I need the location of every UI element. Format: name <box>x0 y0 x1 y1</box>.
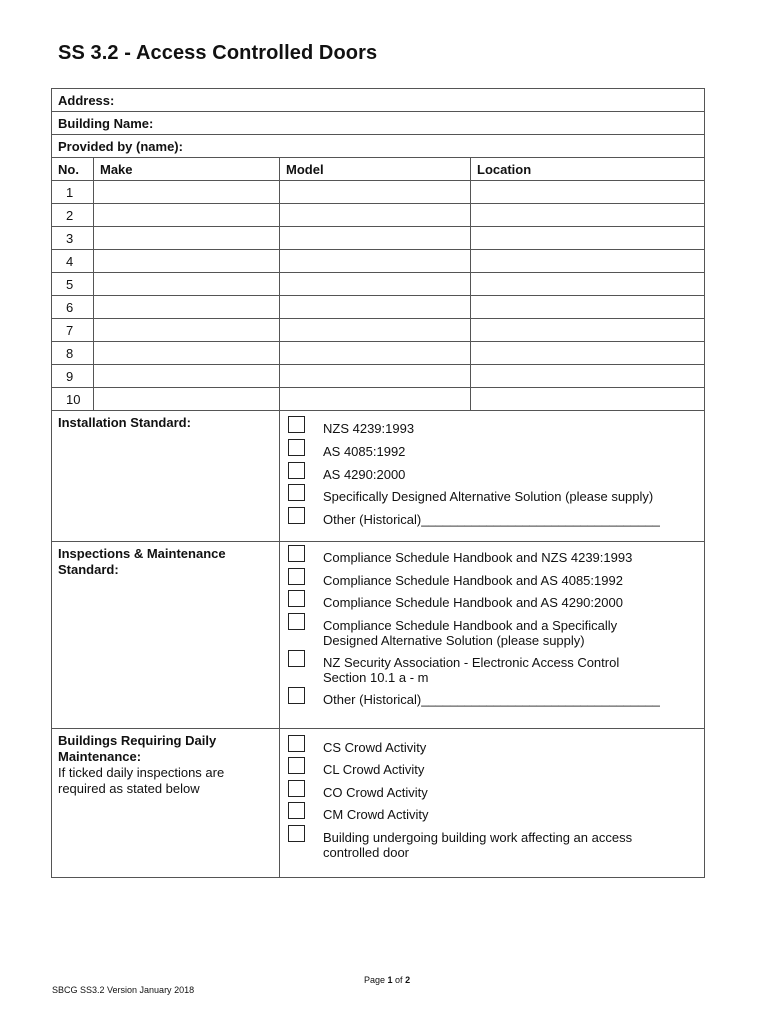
header-no: No. <box>52 158 94 181</box>
table-row <box>52 296 705 319</box>
checkbox[interactable] <box>288 802 305 819</box>
make-cell[interactable] <box>94 250 280 273</box>
row-number: 2 <box>52 204 94 227</box>
checkbox[interactable] <box>288 462 305 479</box>
page-total: 2 <box>405 975 411 985</box>
checkbox[interactable] <box>288 780 305 797</box>
checkbox[interactable] <box>288 416 305 433</box>
make-cell[interactable] <box>94 388 280 411</box>
option-label: Compliance Schedule Handbook and AS 4085:1992 <box>323 573 623 588</box>
row-number: 10 <box>52 388 94 411</box>
option-line: Building undergoing building work affecting an access <box>323 830 633 845</box>
location-cell[interactable] <box>471 227 705 250</box>
daily-note-line1: If ticked daily inspections are <box>58 765 225 780</box>
checkbox[interactable] <box>288 650 305 667</box>
make-cell[interactable] <box>94 181 280 204</box>
location-cell[interactable] <box>471 181 705 204</box>
option-label: Other (Historical)_________________________________ <box>323 692 660 707</box>
table-row <box>52 181 705 204</box>
row-number: 5 <box>52 273 94 296</box>
checkbox[interactable] <box>288 687 305 704</box>
page-title: SS 3.2 - Access Controlled Doors <box>58 42 378 64</box>
installation-standard-row <box>52 411 705 542</box>
option-label: CL Crowd Activity <box>323 762 425 777</box>
location-cell[interactable] <box>471 273 705 296</box>
location-cell[interactable] <box>471 204 705 227</box>
header-location: Location <box>471 158 705 181</box>
model-cell[interactable] <box>280 388 471 411</box>
provided-by-label: Provided by (name): <box>58 138 183 154</box>
checkbox[interactable] <box>288 568 305 585</box>
daily-options <box>280 729 705 878</box>
model-cell[interactable] <box>280 250 471 273</box>
location-cell[interactable] <box>471 365 705 388</box>
option-label: Other (Historical)_________________________________ <box>323 512 660 527</box>
address-label: Address: <box>58 92 115 108</box>
model-cell[interactable] <box>280 273 471 296</box>
building-name-label: Building Name: <box>58 115 154 131</box>
installation-label-text: Installation Standard: <box>58 415 191 430</box>
make-cell[interactable] <box>94 319 280 342</box>
option-line: controlled door <box>323 845 409 860</box>
make-cell[interactable] <box>94 365 280 388</box>
table-row <box>52 342 705 365</box>
option-label <box>323 618 617 648</box>
option-label: CO Crowd Activity <box>323 785 428 800</box>
table-row <box>52 388 705 411</box>
page-prefix: Page <box>364 975 388 985</box>
address-field[interactable] <box>52 89 705 112</box>
inspections-label-line2: Standard: <box>58 562 119 577</box>
option-line: Compliance Schedule Handbook and a Specifically <box>323 618 618 633</box>
checkbox[interactable] <box>288 545 305 562</box>
model-cell[interactable] <box>280 365 471 388</box>
model-cell[interactable] <box>280 181 471 204</box>
checkbox[interactable] <box>288 735 305 752</box>
option-label: CS Crowd Activity <box>323 740 427 755</box>
option-label: CM Crowd Activity <box>323 807 429 822</box>
model-cell[interactable] <box>280 342 471 365</box>
header-make: Make <box>94 158 280 181</box>
table-header-row <box>52 158 705 181</box>
make-cell[interactable] <box>94 342 280 365</box>
installation-standard-label <box>52 411 280 542</box>
inspections-options <box>280 542 705 729</box>
row-number: 9 <box>52 365 94 388</box>
table-row <box>52 273 705 296</box>
option-line: Section 10.1 a - m <box>323 670 429 685</box>
option-label: Compliance Schedule Handbook and NZS 4239:1993 <box>323 550 633 565</box>
installation-options <box>280 411 705 542</box>
inspections-standard-label <box>52 542 280 729</box>
inspections-label-line1: Inspections & Maintenance <box>58 546 226 561</box>
option-label: NZS 4239:1993 <box>323 421 415 436</box>
table-row <box>52 204 705 227</box>
header-model: Model <box>280 158 471 181</box>
daily-note-line2: required as stated below <box>58 781 200 796</box>
make-cell[interactable] <box>94 273 280 296</box>
row-number: 7 <box>52 319 94 342</box>
model-cell[interactable] <box>280 204 471 227</box>
table-row <box>52 365 705 388</box>
daily-label-line1: Buildings Requiring Daily <box>58 733 217 748</box>
building-name-field[interactable] <box>52 112 705 135</box>
daily-maintenance-row <box>52 729 705 878</box>
table-row <box>52 227 705 250</box>
row-number: 8 <box>52 342 94 365</box>
option-label: AS 4290:2000 <box>323 467 406 482</box>
checkbox[interactable] <box>288 613 305 630</box>
location-cell[interactable] <box>471 296 705 319</box>
page-mid: of <box>392 975 406 985</box>
page-current: 1 <box>387 975 393 985</box>
inspections-standard-row <box>52 542 705 729</box>
make-cell[interactable] <box>94 204 280 227</box>
option-line: NZ Security Association - Electronic Access Control <box>323 655 620 670</box>
option-label <box>323 830 632 860</box>
model-cell[interactable] <box>280 227 471 250</box>
option-line: Designed Alternative Solution (please supply) <box>323 633 585 648</box>
option-label: Compliance Schedule Handbook and AS 4290:2000 <box>323 595 623 610</box>
location-cell[interactable] <box>471 319 705 342</box>
footer-version: SBCG SS3.2 Version January 2018 <box>52 985 195 995</box>
model-cell[interactable] <box>280 296 471 319</box>
row-number: 4 <box>52 250 94 273</box>
row-number: 3 <box>52 227 94 250</box>
daily-label-line2: Maintenance: <box>58 749 142 764</box>
access-doors-form <box>51 88 705 878</box>
table-row <box>52 250 705 273</box>
checkbox[interactable] <box>288 757 305 774</box>
provided-by-field[interactable] <box>52 135 705 158</box>
option-label: AS 4085:1992 <box>323 444 406 459</box>
row-number: 1 <box>52 181 94 204</box>
option-label <box>323 655 619 685</box>
page-number <box>364 975 410 985</box>
row-number: 6 <box>52 296 94 319</box>
checkbox[interactable] <box>288 825 305 842</box>
checkbox[interactable] <box>288 439 305 456</box>
daily-maintenance-label <box>52 729 280 878</box>
location-cell[interactable] <box>471 250 705 273</box>
checkbox[interactable] <box>288 590 305 607</box>
table-row <box>52 319 705 342</box>
make-cell[interactable] <box>94 296 280 319</box>
checkbox[interactable] <box>288 507 305 524</box>
checkbox[interactable] <box>288 484 305 501</box>
location-cell[interactable] <box>471 342 705 365</box>
location-cell[interactable] <box>471 388 705 411</box>
option-label: Specifically Designed Alternative Solution (please supply) <box>323 489 654 504</box>
model-cell[interactable] <box>280 319 471 342</box>
make-cell[interactable] <box>94 227 280 250</box>
